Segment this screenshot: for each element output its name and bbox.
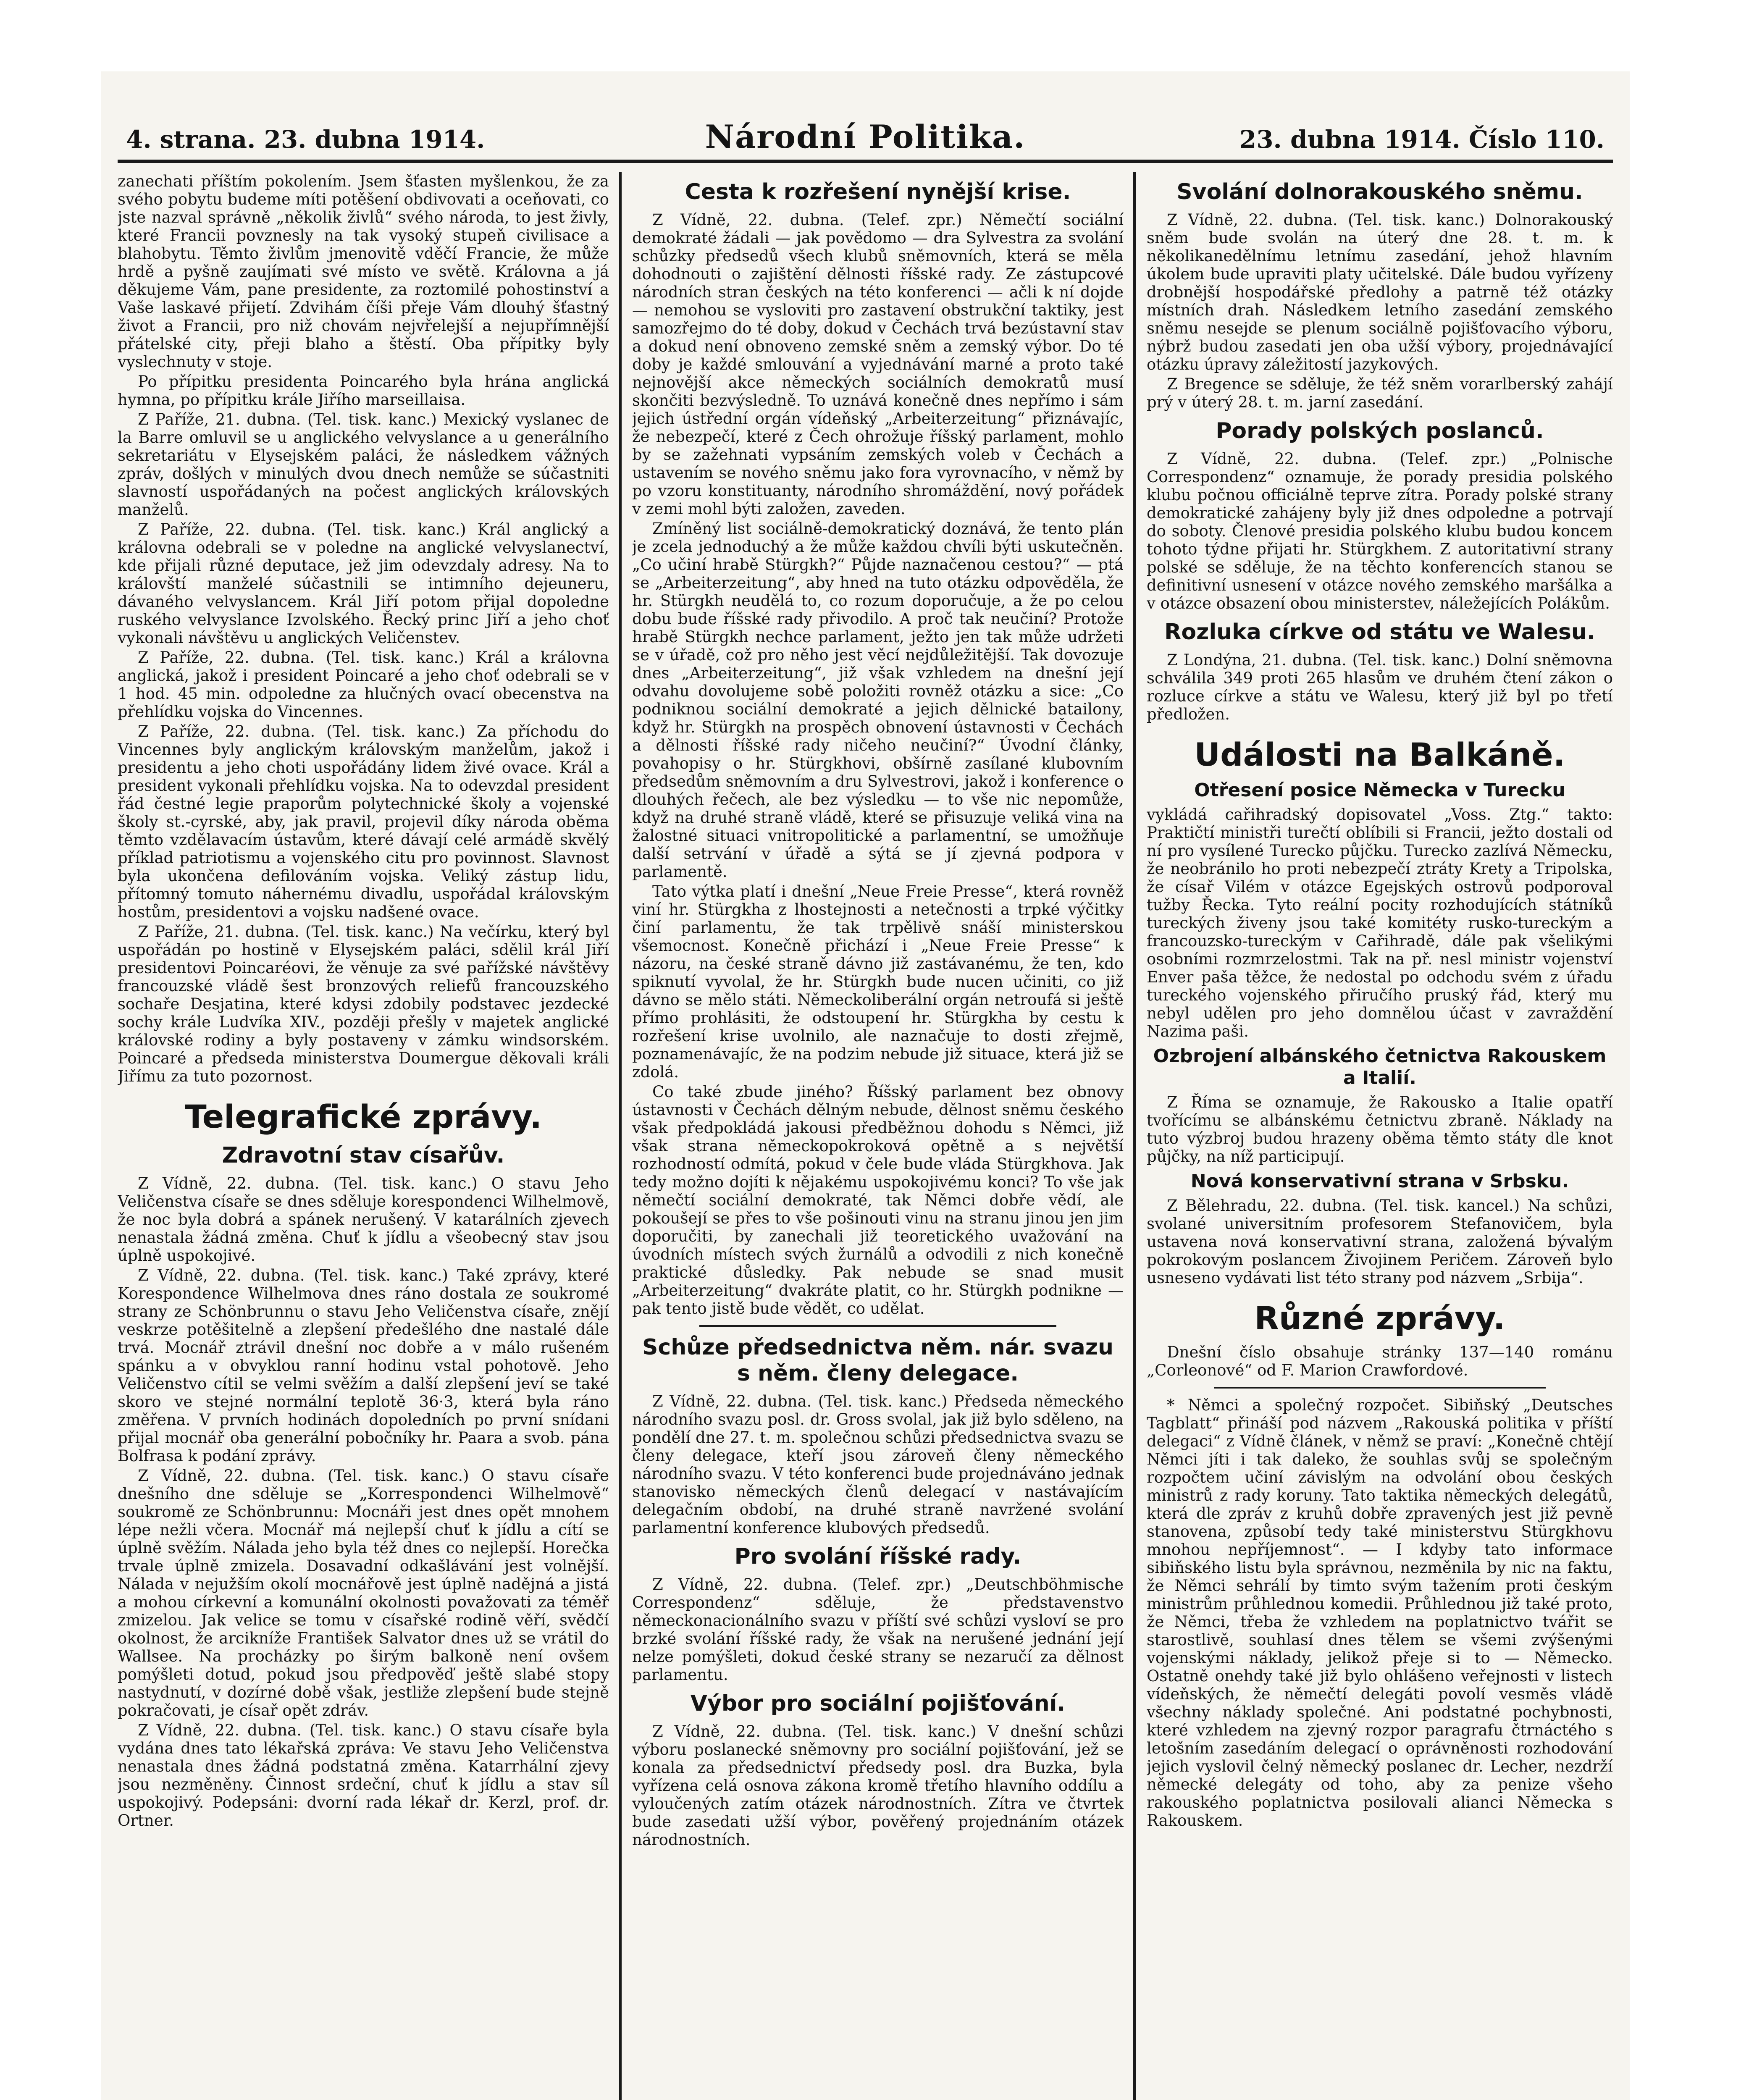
article-paragraph: Z Vídně, 22. dubna. (Tel. tisk. kanc.) O stavu císaře byla vydána dnes tato lékařská zpráva: Ve stavu Jeho Veličenstva nenastala dnes žádná podstatná změna. Katarrhální zjevy jsou nezměněny. Činnost srdeční, chuť k jídlu a stav síl uspokojivý. Podepsáni: dvorní rada lékař dr. Kerzl, prof. dr. Ortner. — [118, 1721, 609, 1830]
article-paragraph: Z Vídně, 22. dubna. (Telef. zpr.) „Deutschböhmische Correspondenz“ sděluje, že představenstvo německonacionálního svazu v příští své schůzi vysloví se pro brzké svolání říšské rady, že však na nerušené jednání její nelze pomýšleti, dokud české strany se nezaručí za dělnost parlamentu. — [632, 1575, 1124, 1684]
article-paragraph: Z Londýna, 21. dubna. (Tel. tisk. kanc.) Dolní sněmovna schválila 349 proti 265 hlasům ve druhém čtení zákon o rozluce církve a státu ve Walesu, který již byl po třetí předložen. — [1147, 651, 1613, 723]
newspaper-page — [101, 71, 1630, 2100]
article-paragraph: Z Bělehradu, 22. dubna. (Tel. tisk. kancel.) Na schůzi, svolané universitním profesorem Stefanovičem, byla ustavena nová konservativní strana, založená bývalým pokrokovým poslancem Živojinem Peričem. Zároveň bylo usneseno vydávati list této strany pod názvem „Srbija“. — [1147, 1197, 1613, 1287]
article-heading: Schůze předsednictva něm. nár. svazu s něm. členy delegace. — [642, 1335, 1114, 1386]
section-heading-various: Různé zprávy. — [1254, 1299, 1505, 1337]
article-paragraph: Z Bregence se sděluje, že též sněm vorarlberský zahájí prý v úterý 28. t. m. jarní zasedání. — [1147, 375, 1613, 411]
column-divider — [1133, 172, 1136, 2100]
article-paragraph: Z Vídně, 22. dubna. (Tel. tisk. kanc.) Také zprávy, které Korespondence Wilhelmova dnes ráno dostala ze soukromé strany ze Schönbrunnu o stavu Jeho Veličenstva císaře, znějí veskrze potěšitelně a zlepšení předešlého dne nastalé dále trvá. Mocnář ztrávil dnešní noc dobře a v málo rušeném spánku a v obvyklou ranní hodinu vstal pohotově. Jeho Veličenstvo cítil se velmi svěžím a další zlepšení jeví se také skoro ve stejné normální teplotě 36·3, která byla ráno změřena. V prvních hodinách dopoledních po první snídani přijal mocnář oba generální pobočníky hr. Paara a svob. pána Bolfrasa k podání zprávy. — [118, 1266, 609, 1465]
article-paragraph: Z Paříže, 22. dubna. (Tel. tisk. kanc.) Král anglický a královna odebrali se v poledne na anglické velvyslanectví, kde přijali různé deputace, jež jim odevzdaly adresy. Na to královští manželé súčastnili se intimního dejeuneru, dávaného velvyslancem. Král Jiří potom přijal dopoledne ruského velvyslance Izvolského. Řecký princ Jiří a jeho choť vykonali návštěvu u anglických Veličenstev. — [118, 520, 609, 647]
article-paragraph: zanechati příštím pokolením. Jsem šťasten myšlenkou, že za svého pobytu budeme míti potěšení obdivovati a oceňovati, co jste nazval správně „několik živlů“ svého národa, to jest živly, které Francii povznesly na tak vysoký stupeň civilisace a blahobytu. Těmto živlům jmenovitě vděčí Francie, že může hrdě a pyšně zaujímati své místo ve světě. Královna a já děkujeme Vám, pane presidente, za roztomilé pohostinství a Vaše laskavé přijetí. Zdvihám číši přeje Vám dlouhý šťastný život a Francii, pro niž chovám nejvřelejší a nejupřímnější přátelské city, přeji blaho a štěstí. Oba přípitky byly vyslechnuty v stoje. — [118, 172, 609, 371]
section-rule — [699, 1325, 1056, 1327]
column-3 — [1147, 172, 1613, 2100]
article-paragraph: Po přípitku presidenta Poincarého byla hrána anglická hymna, po přípitku krále Jiřího marseillaisa. — [118, 373, 609, 409]
article-paragraph: Dnešní číslo obsahuje stránky 137—140 románu „Corleonové“ od F. Marion Crawfordové. — [1147, 1343, 1613, 1379]
header-date-left: 4. strana. 23. dubna 1914. — [126, 125, 485, 154]
article-paragraph: Z Paříže, 21. dubna. (Tel. tisk. kanc.) Na večírku, který byl uspořádán po hostině v Elysejském paláci, sdělil král Jiří presidentovi Poincaréovi, že věnuje za své pařížské návštěvy francouzské vládě šest bronzových reliefů francouzského sochaře Desjatina, které kdysi zdobily podstavec jezdecké sochy krále Ludvíka XIV., později přešly v majetek anglické královské rodiny a byly postaveny v zámku windsorském. Poincaré a předseda ministerstva Doumergue děkovali králi Jiřímu za tuto pozornost. — [118, 923, 609, 1085]
article-paragraph: Zmíněný list sociálně-demokratický doznává, že tento plán je zcela jednoduchý a že může každou chvíli býti uskutečněn. „Co učiní hrabě Stürgkh?“ Půjde naznačenou cestou?“ — ptá se „Arbeiterzeitung“, aby hned na tuto otázku odpověděla, že hr. Stürgkh neudělá to, co rozum doporučuje, a že po celou dobu bude říšské rady přivodilo. A proč tak neučiní? Protože hrabě Stürgkh nechce parlament, ježto jen tak může udržeti se v úřadě, což pro něho jest věcí nejdůležitější. Tak dovozuje dnes „Arbeiterzeitung“, již však vzhledem na dnešní její odvahu dovolujeme sobě položiti rovněž otázku a sice: „Co podniknou sociální demokraté a jejich dělnické batailony, když hr. Stürgkh na prospěch obnovení ústavnosti v Čechách a dělnosti říšské rady ničeho neučiní?“ Úvodní články, povahopisy o hr. Stürgkhovi, obšírně zasílané klubovním předsedům sněmovním a dru Sylvestrovi, jakož i konference o dlouhých řečech, ale bez výsledku — to vše nic nepomůže, když na druhé straně vládě, které se přisuzuje veliká vina na žalostné situaci vnitropolitické a parlamentní, se umožňuje další setrvání v úřadě a sýtá se jí zjevná podpora v parlamentě. — [632, 520, 1124, 881]
article-heading: Rozluka církve od státu ve Walesu. — [1164, 620, 1595, 645]
article-heading: Cesta k rozřešení nynější krise. — [685, 179, 1071, 205]
column-2 — [632, 172, 1124, 2100]
section-heading-balkan: Události na Balkáně. — [1194, 736, 1565, 773]
header-date-right: 23. dubna 1914. Číslo 110. — [1239, 125, 1604, 154]
article-paragraph: vykládá cařihradský dopisovatel „Voss. Ztg.“ takto: Praktičtí ministři turečtí oblíbili si Francii, ježto dostali od ní pro vysílené Turecko půjčku. Turecko zazlívá Německu, že neobránilo ho proti nebezpečí ztráty Krety a Tripolska, že císař Vilém v otázce Egejských ostrovů podporoval tužby Řecka. Tyto reální pocity rozhodujících státníků tureckých živeny jsou také komitéty rusko-tureckým a francouzsko-tureckým v Cařihradě, dále pak všelikými osobními rozmrzelostmi. Tak na př. nesl ministr vojenství Enver paša těžce, že nedostal po odchodu svém z úřadu tureckého vojenského přiručího pruský řád, který mu nebyl udělen pro jeho domnělou účast v zavraždění Nazima paši. — [1147, 806, 1613, 1040]
article-paragraph: Z Vídně, 22. dubna. (Telef. zpr.) Němečtí sociální demokraté žádali — jak povědomo — dra Sylvestra za svolání schůzky předsedů všech klubů sněmovních, která se měla dohodnouti o zajištění dělnosti říšské rady. Ze zástupcové národních stran českých na této konferenci — ačli k ní dojde — nemohou se vysloviti pro zastavení obstrukční taktiky, jest samozřejmo do té doby, dokud v Čechách trvá bezústavní stav a dokud není obnoveno zemské sněm a zemský výbor. Do té doby je každé smlouvání a vyjednávání marné a proto také nejnovější akce německých sociálních demokratů musí skončiti bezvýsledně. To uznává konečně dnes nepřímo i sám jejich ústřední orgán vídeňský „Arbeiterzeitung“ přiznávajíc, že nebezpečí, které z Čech ohrožuje říšský parlament, mohlo by se zažehnati vypsáním zemských voleb v Čechách a ustavením se nového sněmu jako fora vyrovnacího, v němž by po vzoru konstituanty, národního shromáždění, nový pořádek v zemi mohl býti založen, zaveden. — [632, 211, 1124, 518]
section-heading-telegraphic: Telegrafické zprávy. — [184, 1098, 542, 1135]
page-header — [118, 113, 1613, 163]
article-paragraph: Z Vídně, 22. dubna. (Tel. tisk. kanc.) Předseda německého národního svazu posl. dr. Gross svolal, jak již bylo sděleno, na pondělí dne 27. t. m. společnou schůzi předsednictva svazu se členy delegace, kteří jsou zároveň členy německého národního svazu. V této konferenci bude projednáváno jednak stanovisko německých členů delegací v nastávajícím delegačním období, na druhé straně navržené svolání parlamentní konference klubových předsedů. — [632, 1392, 1124, 1537]
article-paragraph: Z Vídně, 22. dubna. (Telef. zpr.) „Polnische Correspondenz“ oznamuje, že porady presidia polského klubu počnou officiálně teprve zítra. Porady polské strany demokratické zahájeny byly již dnes odpoledne a potrvají do soboty. Členové presidia polského klubu budou koncem tohoto týdne přijati hr. Stürgkhem. Z autoritativní strany polské se sděluje, že na těchto konferencích stanou se definitivní usnesení v otázce nového zemského maršálka a v otázce obsazení obou ministerstev, náležejících Polákům. — [1147, 450, 1613, 612]
article-paragraph: Z Vídně, 22. dubna. (Tel. tisk. kanc.) O stavu Jeho Veličenstva císaře se dnes sděluje korespondenci Wilhelmově, že noc byla dobrá a spánek nerušený. V katarálních zjevech nenastala žádná změna. Chuť k jídlu a všeobecný stav jsou úplně uspokojivé. — [118, 1174, 609, 1265]
masthead-title: Národní Politika. — [705, 118, 1026, 155]
article-heading: Zdravotní stav císařův. — [222, 1143, 505, 1168]
article-heading: Ozbrojení albánského četnictva Rakouskem a Italií. — [1153, 1045, 1607, 1089]
column-1 — [118, 172, 609, 2100]
article-paragraph: Z Vídně, 22. dubna. (Tel. tisk. kanc.) O stavu císaře dnešního dne sděluje se „Korrespondenci Wilhelmově“ soukromě ze Schönbrunnu: Mocnáři jest dnes opět mnohem lépe nežli včera. Mocnář má nejlepší chuť k jídlu a cítí se úplně svěžím. Nálada jeho byla též dnes co nejlepší. Horečka trvale úplně zmizela. Dosavadní odkašlávání jest volnější. Nálada v nejužším okolí mocnářově jest úplně nadějná a jistá a mohou církevní a komunální okolnosti považovati za téměř zmizelou. Jak velice se tomu v císařské rodině věří, svědčí okolnost, že arcikníže František Salvator dnes už se vrátil do Wallsee. Na procházky po širým balkoně není ovšem pomýšleti dotud, pokud jsou předpověď ještě slabé stopy nastydnutí, v dozírné době však, jestliže zlepšení bude stejně pokračovati, je císař opět zdráv. — [118, 1467, 609, 1719]
article-paragraph: Co také zbude jiného? Říšský parlament bez obnovy ústavnosti v Čechách dělným nebude, dělnost sněmu českého však předpokládá jakousi předběžnou dohodu s Němci, již však strana německopokroková opětně a s největší rozhodností odmítá, pokud v čele bude vláda Stürgkhova. Jak tedy možno dojíti k nějakému uspokojivému konci? To vše jak němečtí sociální demokraté, tak Němci dobře vědí, ale pokoušejí se přes to vše pošinouti vinu na stranu jinou jen jim doporučiti, by zanechali již teoretického uvažování na úvodních místech svých žurnálů a odvodili z nich konečně praktické důsledky. Pak nebude se snad musit „Arbeiterzeitung“ dvakráte platit, co hr. Stürgkh podnikne — pak tento jistě bude vědět, co udělat. — [632, 1083, 1124, 1318]
article-heading: Pro svolání říšské rady. — [734, 1544, 1021, 1569]
article-paragraph: * Němci a společný rozpočet. Sibiňský „Deutsches Tagblatt“ přináší pod názvem „Rakouská politika v příští delegaci“ z Vídně článek, v němž se praví: „Konečně chtějí Němci jíti i tak daleko, že souhlas svůj se společným rozpočtem učiní závislým na odvolání obou českých ministrů z rady koruny. Tato taktika německých delegátů, která dle zpráv z kruhů dobře zpravených jest již pevně stanovena, způsobí tedy také ministerstvu Stürgkhovu mnohou nepříjemnost“. — I kdyby tato informace sibiňského listu byla správnou, nezměnila by nic na faktu, že Němci sehrálí by timto svým tažením proti českým ministrům průhlednou komedii. Průhlednou již také proto, že Němci, třeba že vzhledem na poplatnictvo tvářit se starostlivě, souhlasí dnes tělem se všemi zvýšenými vojenskými náklady, jelikož přeje si to — Německo. Ostatně onehdy také již bylo ohlášeno veřejnosti v listech vídeňských, že němečtí delegáti povolí vesměs vládě všechny náklady společné. Ani podstatné pochybnosti, které vzhledem na zjevný rozpor paragrafu čtrnáctého s letošním zasedáním delegací o oprávněnosti rozhodování jejich vyslovil čelný německý poslanec dr. Lecher, nezdrží německé delegáty od toho, aby za penize všeho rakouského poplatnictva posilovali alianci Německa s Rakouskem. — [1147, 1396, 1613, 1830]
article-paragraph: Z Vídně, 22. dubna. (Tel. tisk. kanc.) Dolnorakouský sněm bude svolán na úterý dne 28. t. m. k několikanedělnímu letnímu zasedání, jehož hlavním úkolem bude upraviti platy učitelské. Dále budou vyřízeny drobnější hospodářské předlohy a patrně též otázky místních drah. Následkem letního zasedání zemského sněmu nesejde se plenum sociálně pojišťovacího výboru, nýbrž budou zasedati jen oba užší výbory, projednávající otázku úpravy záležitostí jazykových. — [1147, 211, 1613, 373]
article-paragraph: Z Paříže, 22. dubna. (Tel. tisk. kanc.) Král a královna anglická, jakož i president Poincaré a jeho choť odebrali se v 1 hod. 45 min. odpoledne za hlučných ovací obecenstva na přehlídku vojska do Vincennes. — [118, 648, 609, 721]
section-rule — [1214, 1387, 1546, 1389]
column-divider — [619, 172, 622, 2100]
article-heading: Otřesení posice Německa v Turecku — [1194, 780, 1565, 801]
article-heading: Výbor pro sociální pojišťování. — [690, 1691, 1066, 1716]
article-paragraph: Z Paříže, 21. dubna. (Tel. tisk. kanc.) Mexický vyslanec de la Barre omluvil se u anglického velvyslance a u generálního sekretariátu v Elysejském paláci, že následkem vážných zpráv, došlých v minulých dvou dnech nemůže se súčastniti slavností uspořádaných na počest anglických královských manželů. — [118, 410, 609, 519]
article-heading: Porady polských poslanců. — [1216, 418, 1544, 444]
article-paragraph: Tato výtka platí i dnešní „Neue Freie Presse“, která rovněž viní hr. Stürgkha z lhostejnosti a netečnosti a trpké výčitky činí parlamentu, že tak trpělivě snáší ministerskou všemocnost. Konečně přichází i „Neue Freie Presse“ k názoru, na české straně dávno již zastávanému, že ten, kdo spiknutí vyvolal, že hr. Stürgkh bude nucen učiniti, co již dávno se mělo státi. Německoliberální orgán netroufá si ještě přímo prohlásiti, že odstoupení hr. Stürgkha by cestu k rozřešení krise uvolnilo, ale naznačuje to dosti zřejmě, poznamenávajíc, že na podzim nebude již situace, která již se zdolá. — [632, 882, 1124, 1081]
article-paragraph: Z Vídně, 22. dubna. (Tel. tisk. kanc.) V dnešní schůzi výboru poslanecké sněmovny pro sociální pojišťování, jež se konala za předsednictví předsedy posl. dra Buzka, byla vyřízena celá osnova zákona kromě třetího hlavního oddílu a vyloučených zatím otázek národnostních. Zítra ve čtvrtek bude zasedati užší výbor, pověřený projednáním otázek národnostních. — [632, 1722, 1124, 1849]
article-heading: Nová konservativní strana v Srbsku. — [1190, 1171, 1569, 1192]
article-heading: Svolání dolnorakouského sněmu. — [1176, 179, 1583, 205]
article-paragraph: Z Paříže, 22. dubna. (Tel. tisk. kanc.) Za příchodu do Vincennes byly anglickým královským manželům, jakož i presidentu a jeho choti uspořádány lidem živé ovace. Král a president vykonali přehlídku vojska. Na to odevzdal president řád čestné legie praporům polytechnické školy a vojenské školy st.-cyrské, aby, jak pravil, projevil díky národa oběma těmto vzdělavacím ústavům, které dávají celé armádě skvělý příklad patriotismu a vojenského citu pro povinnost. Slavnost byla ukončena defilováním vojska. Veliký zástup lidu, přítomný tomuto náhernému divadlu, uspořádal královským hostům, presidentovi a vojsku nadšené ovace. — [118, 722, 609, 921]
article-paragraph: Z Říma se oznamuje, že Rakousko a Italie opatří tvořícímu se albánskému četnictvu zbraně. Náklady na tuto výzbroj budou hrazeny oběma těmto státy dle knot půjčky, na níž participují. — [1147, 1093, 1613, 1166]
